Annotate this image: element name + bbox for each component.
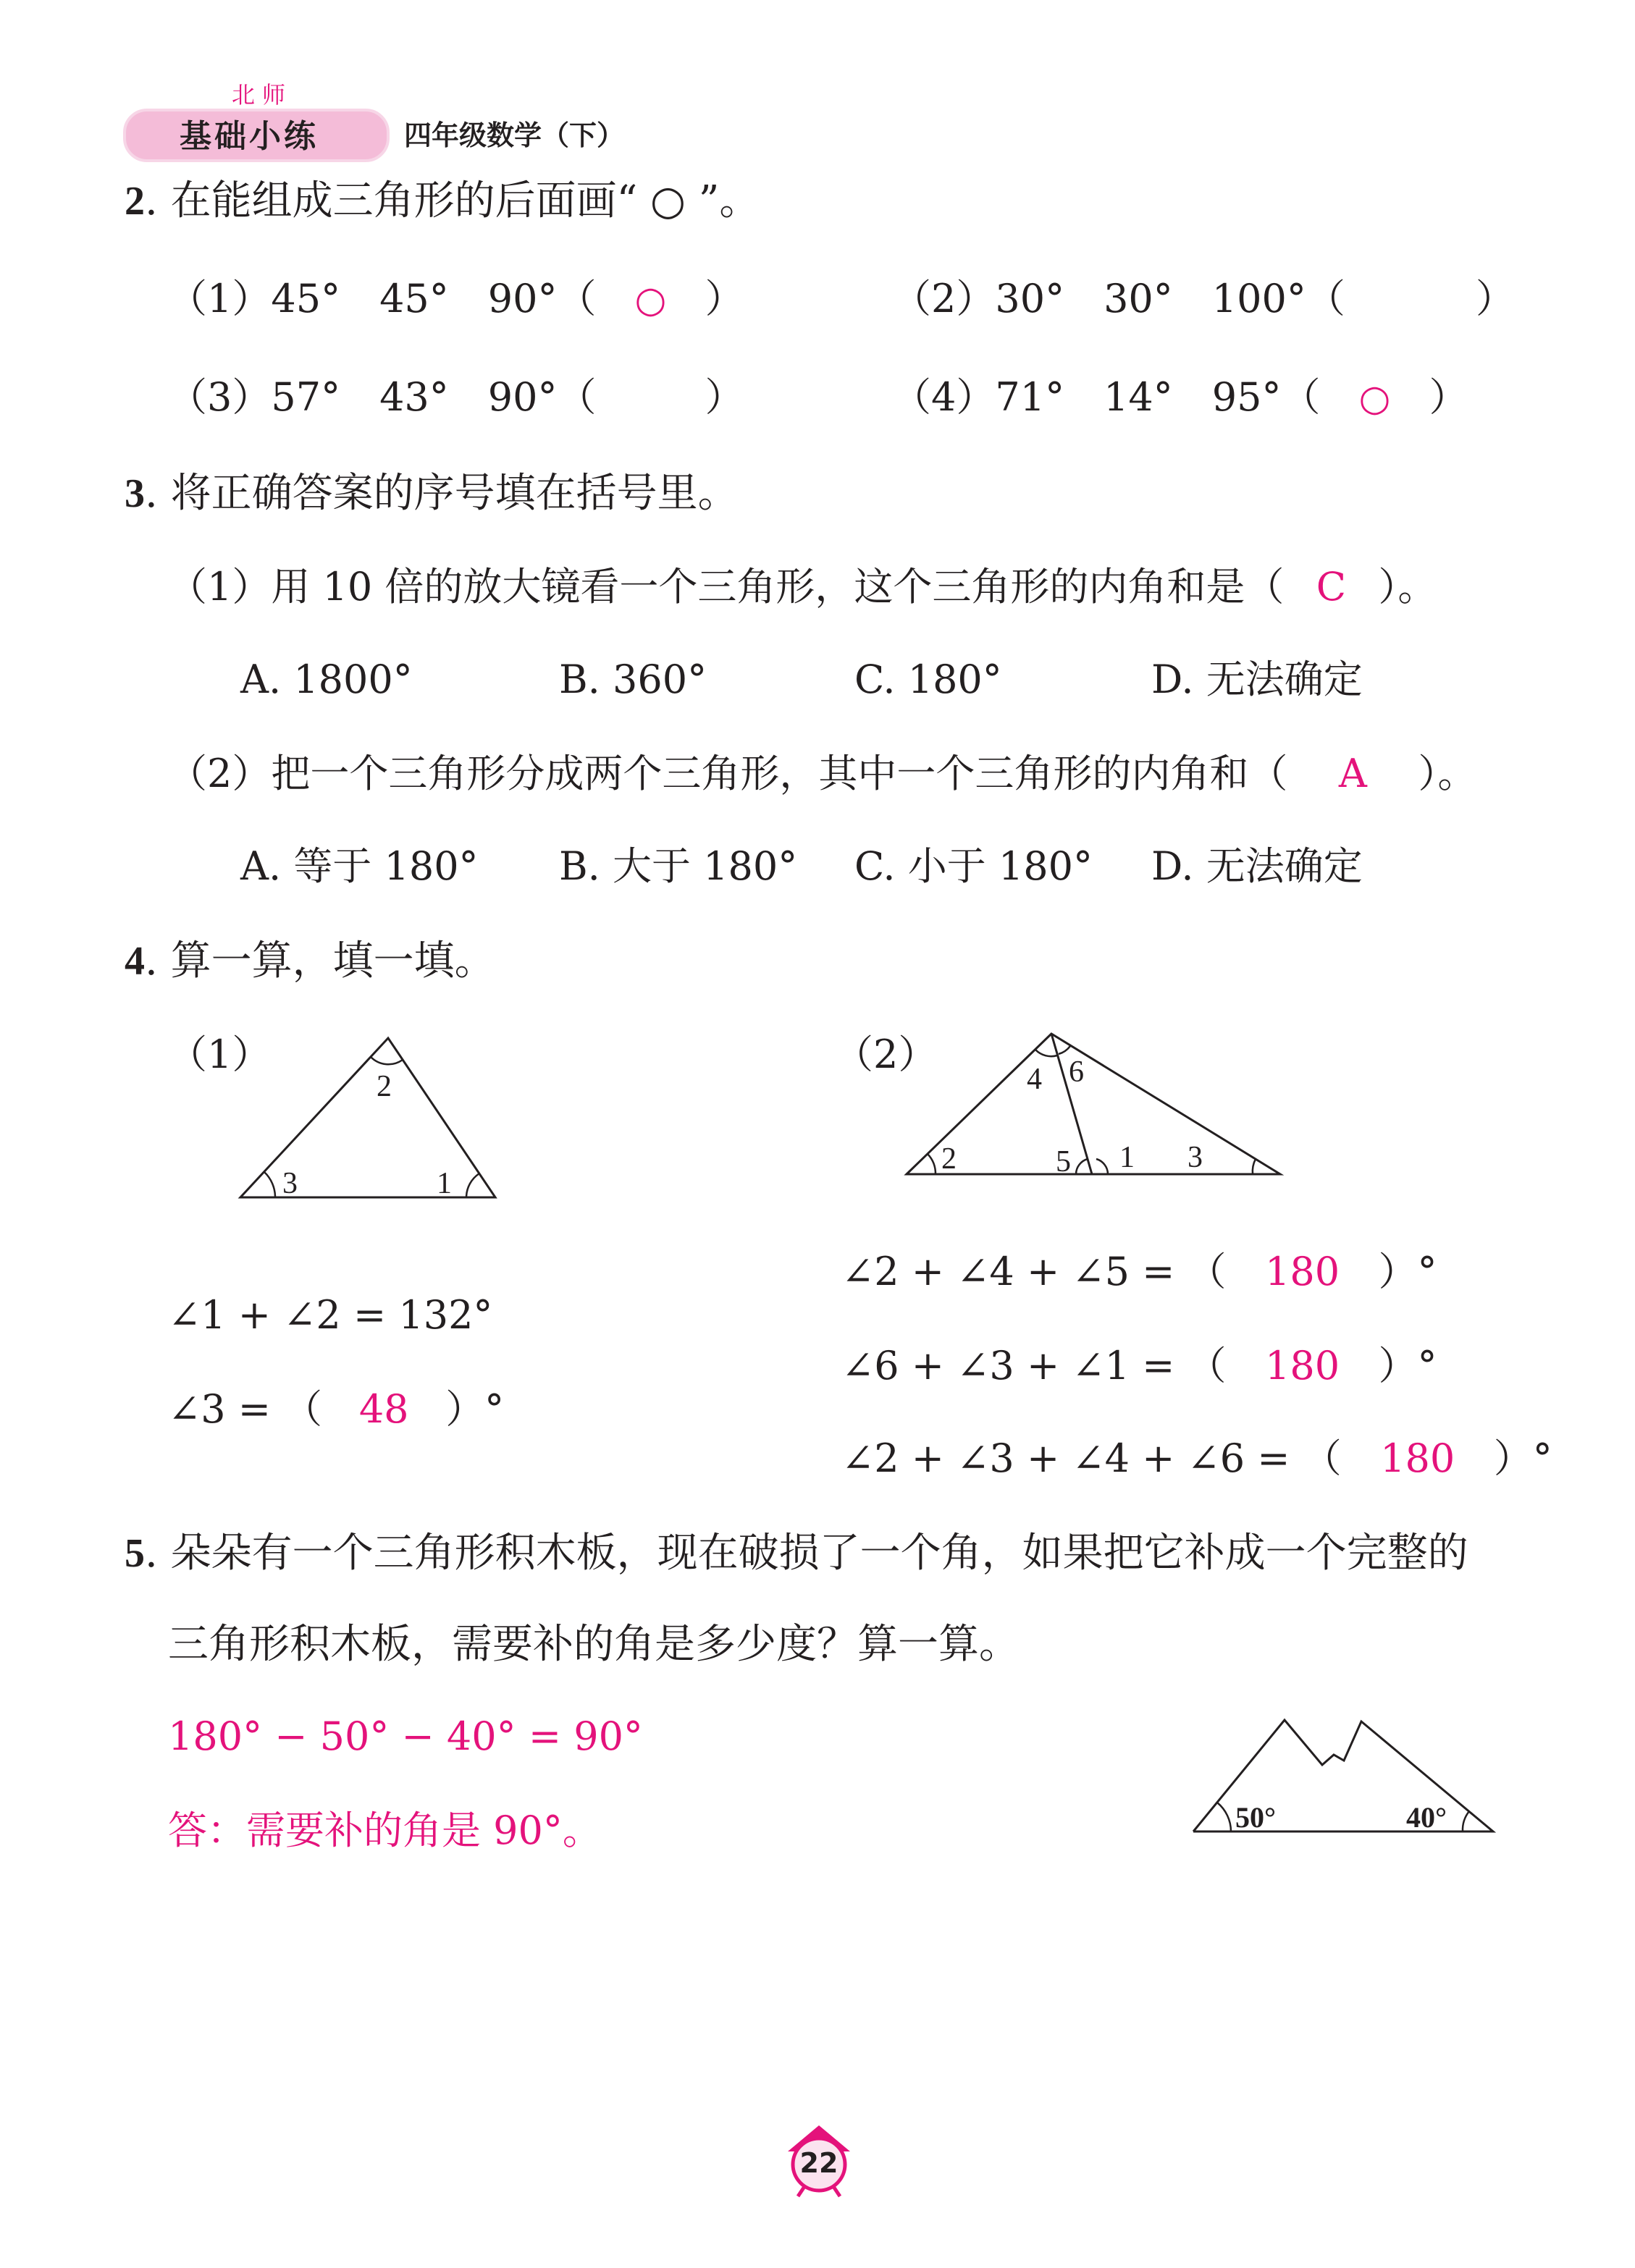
angle-2-arc bbox=[371, 1057, 403, 1064]
q3-sub2-answer[interactable]: A bbox=[1338, 751, 1367, 796]
q4-part1-eq bbox=[168, 1387, 504, 1432]
angle-40-arc bbox=[1463, 1811, 1469, 1831]
header-subtitle: 四年级数学（下） bbox=[404, 119, 625, 151]
q4-part2-eq-2-left: ∠6 + ∠3 + ∠1 = （ bbox=[841, 1343, 1227, 1388]
q2-item-3-close: ） bbox=[705, 374, 744, 420]
angle-5-arc bbox=[1076, 1159, 1088, 1174]
q4-part1-eq-left: ∠3 = （ bbox=[168, 1386, 323, 1432]
angle-4-arc bbox=[1035, 1050, 1057, 1056]
q2-item-1-answer[interactable]: ○ bbox=[634, 279, 667, 321]
angle-label-6: 6 bbox=[1069, 1055, 1084, 1089]
q4-part2-eq-3-right: ）° bbox=[1493, 1436, 1552, 1481]
q3-sub2-option-d: D. 无法确定 bbox=[1151, 843, 1363, 889]
q2-item-1-label: （1）45° 45° 90°（ bbox=[168, 276, 597, 321]
q5-work[interactable]: 180° − 50° − 40° = 90° bbox=[168, 1713, 643, 1759]
q5-text-1: . 朵朵有一个三角形积木板，现在破损了一个角，如果把它补成一个完整的 bbox=[145, 1530, 1468, 1577]
q4-part2-eq-3-answer[interactable]: 180 bbox=[1380, 1436, 1455, 1481]
q3-number: 3 bbox=[125, 471, 145, 516]
angle-1-arc bbox=[466, 1173, 479, 1197]
angle-label-3b: 3 bbox=[1188, 1141, 1203, 1174]
q4-part2-eq-3 bbox=[841, 1436, 1552, 1481]
q3-sub2-option-a: A. 等于 180° bbox=[240, 843, 479, 889]
angle-label-2b: 2 bbox=[941, 1142, 957, 1176]
q4-triangle-1 bbox=[232, 1028, 507, 1209]
angle-2-arc-b bbox=[928, 1154, 936, 1174]
q4-part2-eq-1 bbox=[841, 1249, 1437, 1294]
q4-part2-eq-1-answer[interactable]: 180 bbox=[1265, 1249, 1340, 1294]
q4-part2-eq-2-answer[interactable]: 180 bbox=[1265, 1343, 1340, 1388]
q4-text: . 算一算，填一填。 bbox=[145, 937, 495, 985]
q5-broken-triangle bbox=[1185, 1710, 1503, 1840]
angle-label-5: 5 bbox=[1056, 1145, 1071, 1179]
brand-top: 北师 bbox=[232, 81, 293, 109]
triangle-2-outline bbox=[907, 1034, 1280, 1174]
angle-label-1b: 1 bbox=[1119, 1141, 1135, 1174]
q2-item-4-close: ） bbox=[1429, 374, 1468, 420]
q3-sub2-option-b: B. 大于 180° bbox=[559, 843, 798, 889]
q4-prompt bbox=[125, 938, 495, 985]
q2-item-1 bbox=[168, 277, 744, 322]
q2-item-2 bbox=[892, 277, 1515, 321]
q3-prompt bbox=[125, 471, 739, 517]
q3-sub2-close: ）。 bbox=[1418, 751, 1477, 796]
q3-sub2-text: （2）把一个三角形分成两个三角形，其中一个三角形的内角和（ bbox=[168, 751, 1288, 796]
q3-sub1 bbox=[168, 565, 1437, 610]
q3-sub1-option-a: A. 1800° bbox=[240, 657, 413, 702]
q4-part2-eq-2 bbox=[841, 1344, 1437, 1388]
q2-item-4-answer[interactable]: ○ bbox=[1358, 377, 1391, 419]
q2-text: . 在能组成三角形的后面画“ ○ ”。 bbox=[145, 177, 760, 224]
q5-line-2: 三角形积木板，需要补的角是多少度？算一算。 bbox=[168, 1621, 1020, 1668]
angle-50-label: 50° bbox=[1235, 1801, 1276, 1834]
q3-sub1-close: ）。 bbox=[1378, 564, 1437, 610]
q4-part1-eq-right: ）° bbox=[445, 1386, 505, 1432]
q2-item-2-label: （2）30° 30° 100°（ bbox=[892, 276, 1345, 321]
q3-sub2 bbox=[168, 751, 1476, 796]
q3-sub1-text: （1）用 10 倍的放大镜看一个三角形，这个三角形的内角和是（ bbox=[168, 564, 1285, 610]
angle-6-arc bbox=[1059, 1046, 1070, 1054]
q4-part2-eq-1-right: ）° bbox=[1378, 1249, 1437, 1294]
q5-line-1 bbox=[125, 1530, 1468, 1577]
angle-label-2: 2 bbox=[377, 1070, 392, 1103]
angle-label-3: 3 bbox=[282, 1167, 298, 1200]
q5-answer[interactable]: 答：需要补的角是 90°。 bbox=[168, 1808, 602, 1853]
q3-sub1-option-d: D. 无法确定 bbox=[1151, 657, 1363, 702]
q3-sub2-option-c: C. 小于 180° bbox=[854, 843, 1093, 889]
q5-number: 5 bbox=[125, 1531, 145, 1576]
q4-part2-eq-1-left: ∠2 + ∠4 + ∠5 = （ bbox=[841, 1249, 1227, 1294]
angle-label-4: 4 bbox=[1027, 1063, 1042, 1096]
q3-sub1-option-b: B. 360° bbox=[559, 657, 707, 702]
q2-item-4-label: （4）71° 14° 95°（ bbox=[892, 374, 1321, 420]
q2-prompt bbox=[125, 178, 760, 224]
q2-item-2-close: ） bbox=[1475, 276, 1515, 321]
triangle-1-outline bbox=[240, 1038, 495, 1197]
badge-leg-left bbox=[798, 2188, 804, 2196]
q4-part2-eq-3-left: ∠2 + ∠3 + ∠4 + ∠6 = （ bbox=[841, 1436, 1342, 1481]
angle-50-arc bbox=[1217, 1803, 1231, 1831]
q2-item-4 bbox=[892, 375, 1468, 421]
q2-item-3-label: （3）57° 43° 90°（ bbox=[168, 374, 597, 420]
q2-item-1-close: ） bbox=[705, 276, 744, 321]
q3-sub1-answer[interactable]: C bbox=[1316, 564, 1347, 610]
q2-item-3 bbox=[168, 375, 744, 420]
angle-label-1: 1 bbox=[437, 1167, 452, 1200]
q4-part2-label: （2） bbox=[834, 1032, 938, 1077]
q2-number: 2 bbox=[125, 179, 145, 224]
brand-main: 基础小练 bbox=[180, 118, 319, 155]
q3-text: . 将正确答案的序号填在括号里。 bbox=[145, 470, 739, 517]
angle-3-arc bbox=[264, 1172, 275, 1197]
q4-part2-eq-2-right: ）° bbox=[1378, 1343, 1437, 1388]
q3-sub1-option-c: C. 180° bbox=[854, 657, 1002, 702]
angle-3-arc-b bbox=[1253, 1159, 1256, 1174]
q4-part1-answer[interactable]: 48 bbox=[358, 1386, 409, 1432]
q4-triangle-2 bbox=[898, 1025, 1289, 1184]
page-number: 22 bbox=[799, 2147, 838, 2179]
badge-leg-right bbox=[834, 2188, 840, 2196]
angle-1-arc-b bbox=[1096, 1159, 1108, 1174]
angle-40-label: 40° bbox=[1406, 1801, 1447, 1834]
q4-number: 4 bbox=[125, 939, 145, 984]
q4-part1-given: ∠1 + ∠2 = 132° bbox=[168, 1292, 493, 1338]
q4-part1-label: （1） bbox=[168, 1032, 272, 1077]
